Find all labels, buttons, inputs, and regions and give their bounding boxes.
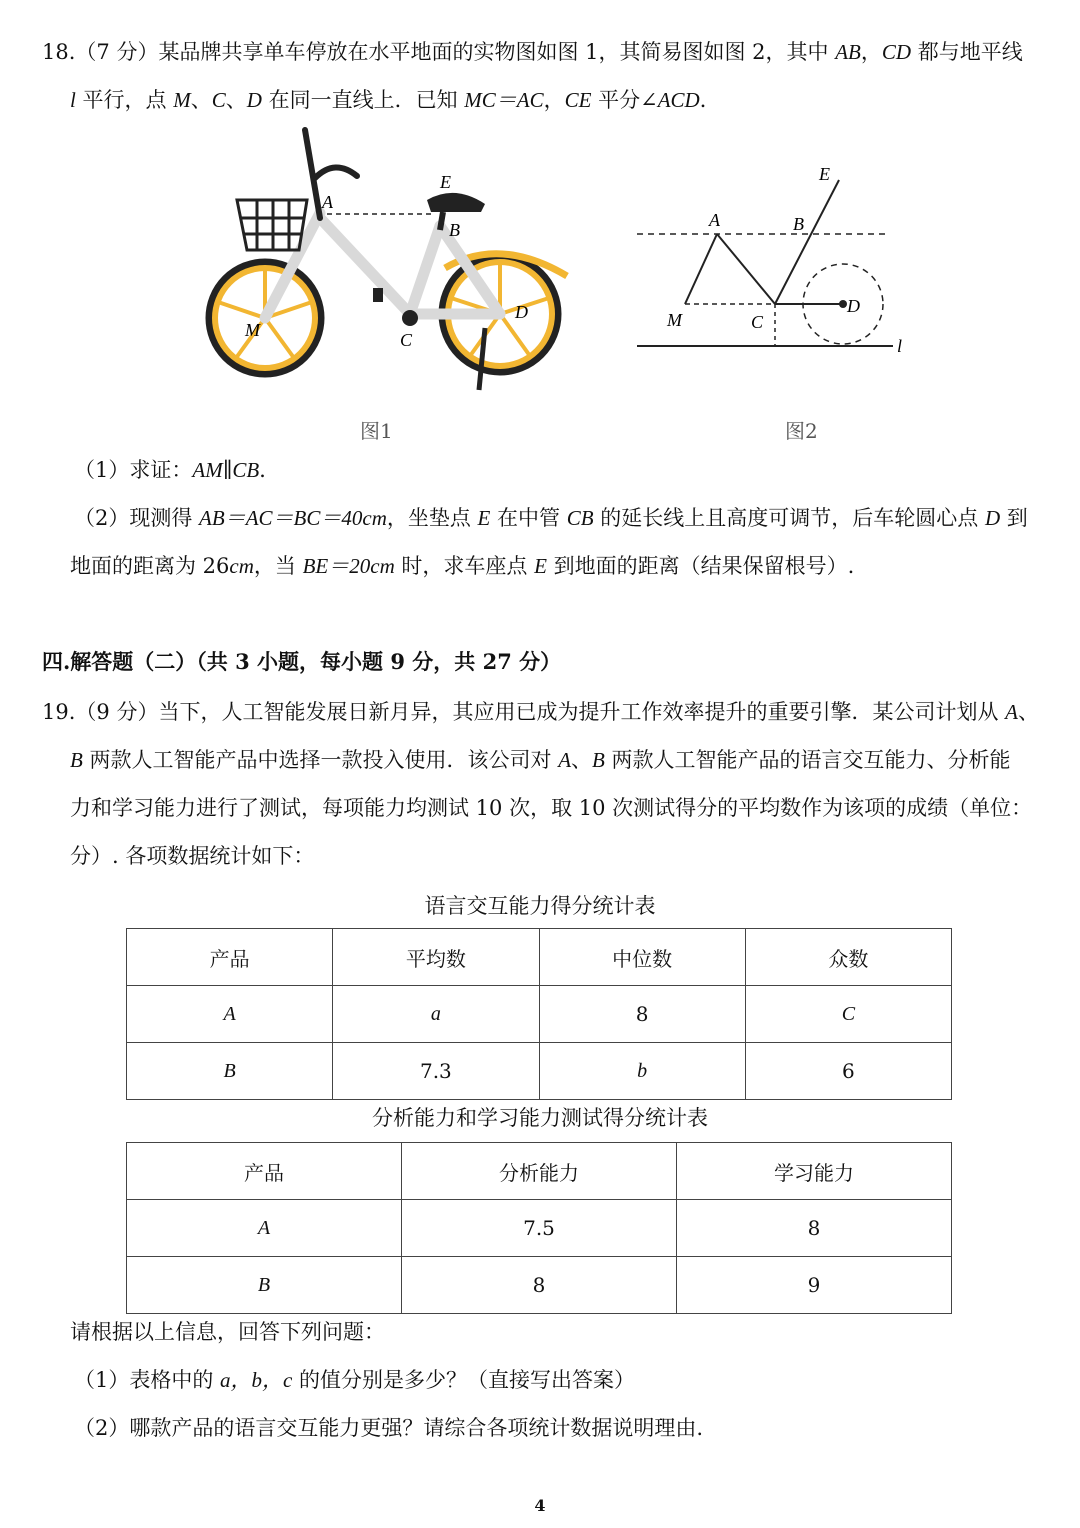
- figure-1-bicycle: [195, 118, 585, 458]
- math: AM∥CB: [192, 458, 260, 482]
- math: C: [211, 88, 226, 112]
- table-header-row: [127, 929, 952, 986]
- table-header: 分析能力: [402, 1143, 677, 1200]
- text: 两款人工智能产品的语言交互能力、分析能: [604, 748, 1011, 772]
- table-cell: 7.3: [333, 1043, 539, 1100]
- label-a: A: [322, 192, 333, 212]
- table-cell: 8: [539, 986, 745, 1043]
- text: 时，求车座点: [394, 554, 535, 578]
- table-header: 众数: [745, 929, 951, 986]
- math: B: [70, 748, 83, 772]
- crank: [402, 310, 418, 326]
- label-e: E: [819, 164, 830, 184]
- q18-line1: [42, 38, 1023, 66]
- label-m: M: [667, 310, 682, 330]
- math: ∠ACD: [640, 88, 700, 112]
- text: 当下，人工智能发展日新月异，其应用已成为提升工作效率提升的重要引擎．某公司计划从: [158, 700, 1006, 724]
- q19-line1: [42, 698, 1039, 726]
- table-header: 平均数: [333, 929, 539, 986]
- math: CE: [564, 88, 592, 112]
- text: ，当: [253, 554, 303, 578]
- table1-title: 语言交互能力得分统计表: [424, 894, 656, 918]
- math: A: [558, 748, 572, 772]
- table-cell: 7.5: [402, 1200, 677, 1257]
- label-d: D: [515, 302, 528, 322]
- table-header: 产品: [127, 1143, 402, 1200]
- table-cell: 9: [677, 1257, 952, 1314]
- q18-line2: [70, 86, 721, 114]
- pedal: [373, 288, 383, 302]
- math: cm: [229, 554, 254, 578]
- label-b: B: [449, 220, 460, 240]
- text: 在同一直线上．已知: [261, 88, 465, 112]
- math: A: [1005, 700, 1018, 724]
- math: BE＝20cm: [302, 554, 395, 578]
- math: E: [534, 554, 547, 578]
- table-cell: 8: [677, 1200, 952, 1257]
- figure-2-caption: 图2: [785, 419, 818, 443]
- text: （1）表格中的: [74, 1368, 221, 1392]
- math: E: [477, 506, 491, 530]
- table1: [126, 928, 952, 1100]
- math: AB: [835, 40, 861, 64]
- basket: [237, 200, 307, 250]
- text: ．: [259, 458, 281, 482]
- text: 到地面的距离（结果保留根号）.: [546, 554, 855, 578]
- text: ，坐垫点: [386, 506, 478, 530]
- text: 都与地平线: [911, 40, 1023, 64]
- q19-line2: [70, 746, 1011, 774]
- label-b: B: [793, 214, 804, 234]
- q18-number: 18.: [42, 40, 76, 64]
- point-d: [839, 300, 847, 308]
- text: 平分: [591, 88, 641, 112]
- text: 的值分别是多少？（直接写出答案）: [292, 1368, 636, 1392]
- table-cell: 8: [402, 1257, 677, 1314]
- table-header-row: [127, 1143, 952, 1200]
- line-ma: [685, 234, 717, 304]
- text: （2）现测得: [74, 506, 200, 530]
- math: l: [70, 88, 76, 112]
- text: ，: [543, 88, 565, 112]
- label-c: C: [400, 330, 413, 350]
- table-row: [127, 1200, 952, 1257]
- table2: [126, 1142, 952, 1314]
- math: a，b，c: [220, 1368, 293, 1392]
- table-header: 学习能力: [677, 1143, 952, 1200]
- table-cell: A: [127, 1200, 402, 1257]
- q19-ask: 请根据以上信息，回答下列问题：: [70, 1320, 385, 1344]
- table-row: [127, 986, 952, 1043]
- math: CD: [881, 40, 912, 64]
- label-m: M: [245, 320, 260, 340]
- figure-1-caption: 图1: [360, 419, 393, 443]
- text: ，: [860, 40, 882, 64]
- text: 、: [1017, 700, 1039, 724]
- label-a: A: [709, 210, 720, 230]
- table-cell: B: [127, 1257, 402, 1314]
- label-d: D: [847, 296, 860, 316]
- q18-score: （7 分）: [75, 40, 159, 64]
- text: 、: [225, 88, 247, 112]
- text: ．: [699, 88, 721, 112]
- q18-part2-line2: [70, 552, 854, 580]
- table-cell: B: [127, 1043, 333, 1100]
- math: AB＝AC＝BC＝40cm: [199, 506, 387, 530]
- q19-line3: 力和学习能力进行了测试，每项能力均测试 10 次，取 10 次测试得分的平均数作为该项的成绩（单位：: [70, 796, 1033, 820]
- q19-score: （9 分）: [75, 700, 159, 724]
- label-c: C: [751, 312, 764, 332]
- text: 两款人工智能产品中选择一款投入使用．该公司对: [82, 748, 559, 772]
- text: 地面的距离为 26: [70, 554, 230, 578]
- math: B: [592, 748, 605, 772]
- table-cell: C: [745, 986, 951, 1043]
- text: 某品牌共享单车停放在水平地面的实物图如图 1，其简易图如图 2，其中: [158, 40, 836, 64]
- q18-part2-line1: [74, 504, 1028, 532]
- table-header: 中位数: [539, 929, 745, 986]
- math: CB: [566, 506, 594, 530]
- q18-part1: [74, 456, 280, 484]
- text: 到: [1000, 506, 1028, 530]
- figure-2-diagram: [625, 150, 925, 450]
- text: 的延长线上且高度可调节，后车轮圆心点: [593, 506, 985, 530]
- seat-post: [440, 212, 443, 230]
- q19-line4: 分）. 各项数据统计如下：: [70, 844, 315, 868]
- page-number: 4: [534, 1496, 546, 1515]
- table-cell: A: [127, 986, 333, 1043]
- table-header: 产品: [127, 929, 333, 986]
- table-row: [127, 1257, 952, 1314]
- table-cell: 6: [745, 1043, 951, 1100]
- text: 在中管: [490, 506, 567, 530]
- q19-part1: [74, 1366, 635, 1394]
- line-ac: [717, 234, 775, 304]
- table-row: [127, 1043, 952, 1100]
- text: 、: [190, 88, 212, 112]
- label-e: E: [440, 172, 451, 192]
- text: 平行，点: [75, 88, 174, 112]
- text: 、: [571, 748, 593, 772]
- table-cell: a: [333, 986, 539, 1043]
- math: D: [984, 506, 1001, 530]
- q19-part2: （2）哪款产品的语言交互能力更强？请综合各项统计数据说明理由.: [74, 1416, 704, 1440]
- q19-number: 19.: [42, 700, 76, 724]
- text: （1）求证：: [74, 458, 193, 482]
- table2-title: 分析能力和学习能力测试得分统计表: [372, 1106, 708, 1130]
- math: MC＝AC: [464, 88, 544, 112]
- seat: [427, 193, 485, 212]
- kickstand: [479, 328, 485, 390]
- math: D: [246, 88, 262, 112]
- table-cell: b: [539, 1043, 745, 1100]
- math: M: [173, 88, 191, 112]
- label-l: l: [897, 336, 903, 356]
- section-4-title: 四.解答题（二）（共 3 小题，每小题 9 分，共 27 分）: [42, 649, 562, 674]
